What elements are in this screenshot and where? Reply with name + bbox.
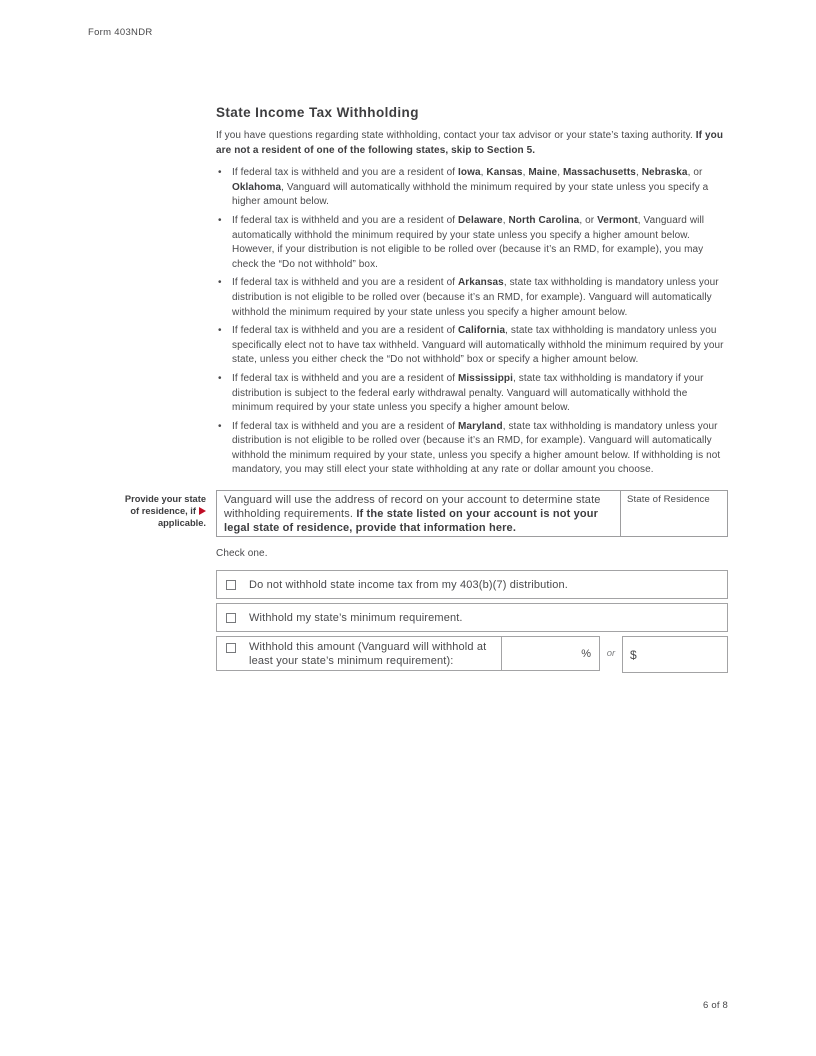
option-label: Do not withhold state income tax from my 403(b)(7) distribution. (249, 578, 568, 591)
option-label: Withhold this amount (Vanguard will withhold at least your state’s minimum requirement): (249, 641, 487, 667)
margin-note (88, 494, 206, 529)
margin-note-line: applicable. (157, 517, 206, 528)
percent-amount-cell (501, 637, 599, 670)
state-rules-list (216, 166, 728, 478)
bullet-icon: • (218, 372, 222, 384)
margin-note-line: of residence, if (130, 505, 196, 516)
option-row-state-minimum (216, 603, 728, 632)
dollar-amount-cell (622, 636, 728, 673)
percent-amount-input[interactable] (502, 637, 599, 670)
residence-note-text: Vanguard will use the address of record on your account to determine state withholding requirements. If the state listed on your account is not your legal state of residence, provide that information here. (217, 491, 621, 536)
state-of-residence-input[interactable] (621, 507, 727, 536)
withhold-amount-box (216, 636, 600, 671)
bullet-icon: • (218, 325, 222, 337)
withhold-amount-label-cell (217, 637, 501, 670)
bullet-icon: • (218, 214, 222, 226)
option-row-withhold-amount (216, 636, 728, 673)
section-state-tax-withholding (216, 104, 728, 482)
bullet-icon: • (218, 420, 222, 432)
withhold-minimum-checkbox[interactable] (226, 613, 236, 623)
form-number-label: Form 403NDR (88, 27, 153, 38)
option-label: Withhold my state’s minimum requirement. (249, 611, 463, 624)
margin-note-line: Provide your state (124, 494, 206, 504)
withhold-amount-checkbox[interactable] (226, 643, 236, 653)
bullet-icon: • (218, 277, 222, 289)
percent-symbol: % (581, 647, 591, 660)
page-number: 6 of 8 (703, 1000, 728, 1011)
state-rule-bullet-delaware-group: • If federal tax is withheld and you are a resident of Delaware, North Carolina, or Vermont, Vanguard will automatically withhold the minimum required by your state unless you specify a higher amount below. However, if your distribution is not eligible to be rolled over (because it’s an RMD, for example), you may check the “Do not withhold” box. (218, 214, 705, 270)
state-of-residence-cell (621, 491, 727, 536)
check-one-instruction: Check one. (216, 548, 268, 559)
section-title: State Income Tax Withholding (216, 105, 419, 120)
do-not-withhold-checkbox[interactable] (226, 580, 236, 590)
dollar-symbol: $ (630, 647, 637, 662)
option-row-do-not-withhold (216, 570, 728, 599)
state-rule-bullet-arkansas: • If federal tax is withheld and you are a resident of Arkansas, state tax withholding is mandatory unless your distribution is not eligible to be rolled over (because it’s an RMD, for example). Vanguard will automatically withhold the minimum required by your state unless you specify a higher amount below. (218, 277, 719, 318)
dollar-amount-input[interactable] (623, 637, 727, 672)
or-label: or (606, 648, 616, 659)
withholding-options (216, 570, 728, 673)
state-rule-bullet-iowa-group: • If federal tax is withheld and you are a resident of Iowa, Kansas, Maine, Massachusetts, Nebraska, or Oklahoma, Vanguard will automatically withhold the minimum required by your state unless you specify a higher amount below. (218, 167, 709, 208)
state-of-residence-label: State of Residence (627, 494, 710, 505)
bullet-icon: • (218, 167, 222, 179)
state-rule-bullet-mississippi: • If federal tax is withheld and you are a resident of Mississippi, state tax withholding is mandatory if your distribution is subject to the federal early withdrawal penalty. Vanguard will automatically withhold the minimum required by your state unless you specify a higher amount below. (218, 372, 704, 414)
section-intro: If you have questions regarding state withholding, contact your tax advisor or your state’s taxing authority. If you are not a resident of one of the following states, skip to Section 5. (216, 130, 724, 156)
red-arrow-icon (199, 507, 206, 515)
state-rule-bullet-california: • If federal tax is withheld and you are a resident of California, state tax withholding is mandatory unless you specifically elect not to have tax withheld. Vanguard will automatically withhold the minimum required by your state, unless you either check the “Do not withhold” box or specify a higher amount below. (218, 325, 724, 366)
residence-note-box (216, 490, 728, 537)
state-rule-bullet-maryland: • If federal tax is withheld and you are a resident of Maryland, state tax withholding is mandatory unless your distribution is not eligible to be rolled over (because it’s an RMD, for example). Vanguard will automatically withhold the minimum required by your state, unless you specify a higher amount below. If withholding is not mandatory, you may still elect your state withholding at any rate or dollar amount you choose. (218, 420, 721, 476)
